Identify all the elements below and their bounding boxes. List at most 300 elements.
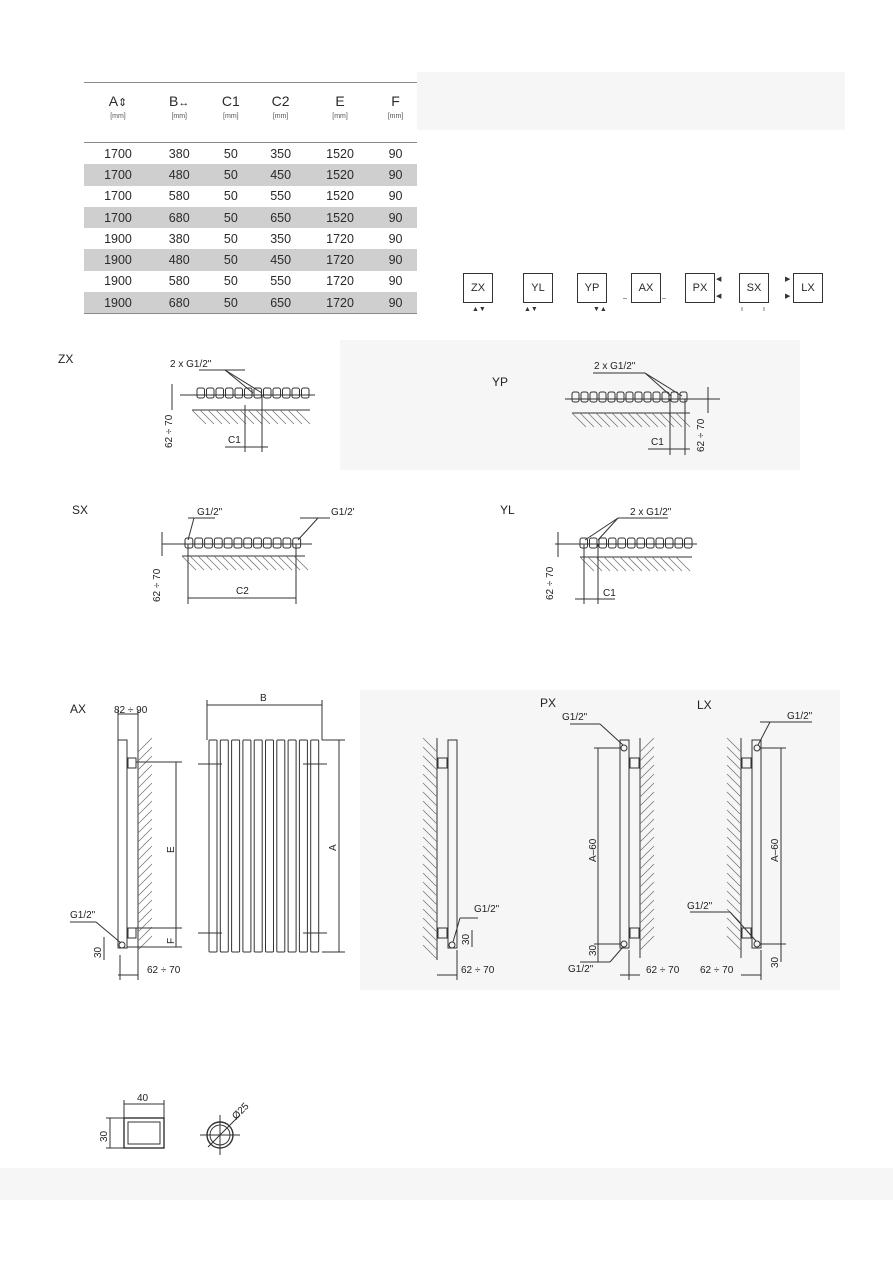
hatch-line	[423, 927, 437, 941]
hatch-line	[604, 557, 618, 571]
label-lx: LX	[697, 698, 712, 712]
table-cell: 480	[152, 164, 207, 185]
hatch-line	[640, 792, 654, 806]
tick-mark: –	[623, 295, 627, 302]
radiator-tube	[311, 740, 319, 952]
tube-cap	[599, 538, 607, 548]
radiator-tube	[232, 740, 240, 952]
tube-cap	[628, 538, 636, 548]
label-g12-alt: G1/2'	[331, 507, 355, 518]
hatch-line	[640, 873, 654, 887]
connection-point	[621, 745, 627, 751]
tube-cap	[635, 392, 642, 402]
table-cell: 450	[255, 249, 306, 270]
tube-cap	[618, 538, 626, 548]
hatch-line	[727, 792, 741, 806]
hatch-line	[580, 557, 594, 571]
table-cell: 50	[223, 231, 238, 246]
tube-cap	[283, 388, 291, 398]
zx-diagram	[164, 359, 315, 452]
label-30: 30	[588, 944, 599, 956]
table-cell: 1700	[84, 164, 152, 185]
tube-cap	[572, 392, 579, 402]
table-cell: 90	[388, 231, 403, 246]
hatch-line	[138, 747, 152, 761]
hatch-line	[232, 410, 246, 424]
hatch-line	[423, 738, 437, 752]
table-cell: 50	[207, 164, 256, 185]
tube-cap	[234, 538, 242, 548]
table-cell: 90	[374, 143, 417, 165]
hatch-line	[640, 855, 654, 869]
hatch-line	[240, 410, 254, 424]
col-header-f: F [mm]	[374, 83, 417, 143]
tube-cap	[214, 538, 222, 548]
hatch-line	[640, 918, 654, 932]
hatch-line	[640, 774, 654, 788]
hatch-line	[198, 556, 212, 570]
tube-cap	[207, 388, 215, 398]
wall-hatch	[138, 738, 152, 950]
hatch-line	[640, 909, 654, 923]
wall-hatch	[572, 413, 690, 427]
hatch-line	[138, 855, 152, 869]
hatch-line	[423, 747, 437, 761]
bracket	[128, 928, 136, 938]
col-header-a: A⇕ [mm]	[84, 83, 152, 143]
radiator-tube	[288, 740, 296, 952]
label-2xg12: 2 x G1/2"	[630, 507, 672, 518]
hatch-line	[423, 936, 437, 950]
hatch-line	[640, 828, 654, 842]
hatch-line	[138, 882, 152, 896]
table-cell: 1900	[84, 249, 152, 270]
radiator-tube	[243, 740, 251, 952]
hatch-line	[423, 765, 437, 779]
arrow-marks: ▲▼	[472, 306, 486, 313]
tube-cap	[617, 392, 624, 402]
table-cell: 680	[152, 292, 207, 314]
arrow-mark: ◀	[716, 276, 722, 283]
hatch-line	[652, 413, 666, 427]
hatch-line	[138, 738, 152, 752]
radiator-tube	[266, 740, 274, 952]
hatch-line	[640, 837, 654, 851]
table-cell: 90	[374, 207, 417, 228]
hatch-line	[644, 413, 658, 427]
tube-cap	[609, 538, 617, 548]
hatch-line	[640, 891, 654, 905]
hatch-line	[640, 765, 654, 779]
bracket	[630, 928, 639, 938]
hatch-line	[727, 738, 741, 752]
table-cell: 90	[388, 274, 403, 289]
tube-cap	[244, 538, 252, 548]
tube-cap	[680, 392, 687, 402]
table-cell: 380	[152, 143, 207, 165]
radiator-profile	[448, 740, 457, 948]
label-2xg12: 2 x G1/2"	[170, 359, 212, 370]
col-header-e: E [mm]	[306, 83, 374, 143]
hatch-line	[588, 413, 602, 427]
hatch-line	[423, 909, 437, 923]
arrow-marks: ▲▼	[524, 306, 538, 313]
hatch-line	[246, 556, 260, 570]
option-sx: SX	[739, 273, 769, 303]
table-cell: 350	[270, 231, 292, 246]
tube-cap	[653, 392, 660, 402]
table-cell: 580	[168, 189, 190, 204]
hatch-line	[423, 792, 437, 806]
col-header-b: B↔ [mm]	[152, 83, 207, 143]
hatch-line	[138, 846, 152, 860]
hatch-line	[640, 846, 654, 860]
col-header-c2: C2 [mm]	[255, 83, 306, 143]
hatch-line	[640, 864, 654, 878]
table-cell: 650	[255, 207, 306, 228]
label-62-70: 62 ÷ 70	[646, 965, 680, 976]
connection-point	[621, 941, 627, 947]
hatch-line	[138, 927, 152, 941]
label-62-70: 62 ÷ 70	[152, 568, 163, 602]
hatch-line	[727, 891, 741, 905]
label-yp: YP	[492, 375, 509, 389]
hatch-line	[423, 945, 437, 959]
hatch-line	[423, 774, 437, 788]
hatch-line	[423, 810, 437, 824]
hatch-line	[200, 410, 214, 424]
hatch-line	[640, 756, 654, 770]
hatch-line	[727, 828, 741, 842]
table-cell: 1520	[306, 143, 374, 165]
table-cell: 50	[207, 143, 256, 165]
table-cell: 1720	[326, 274, 354, 289]
wall-hatch	[580, 557, 690, 571]
hatch-line	[727, 855, 741, 869]
sx-diagram	[152, 507, 355, 604]
tube-cap	[637, 538, 645, 548]
hatch-line	[423, 783, 437, 797]
wall-hatch	[182, 556, 308, 570]
wall-hatch	[423, 738, 437, 959]
wall-hatch	[192, 410, 310, 424]
option-yp: YP	[577, 273, 607, 303]
hatch-line	[138, 801, 152, 815]
hatch-line	[138, 918, 152, 932]
side-view-alt	[423, 738, 500, 980]
hatch-line	[727, 756, 741, 770]
hatch-line	[652, 557, 666, 571]
label-d25: Ø25	[230, 1100, 252, 1123]
table-cell: 50	[207, 292, 256, 314]
tube-cap	[608, 392, 615, 402]
hatch-line	[572, 413, 586, 427]
label-e: E	[166, 846, 177, 853]
hatch-line	[222, 556, 236, 570]
hatch-line	[192, 410, 206, 424]
hatch-line	[676, 413, 690, 427]
hatch-line	[423, 846, 437, 860]
yl-diagram	[545, 507, 697, 604]
table-cell: 380	[168, 231, 190, 246]
table-cell: 50	[223, 189, 238, 204]
hatch-line	[640, 927, 654, 941]
label-g12: G1/2"	[197, 507, 223, 518]
hatch-line	[423, 882, 437, 896]
tube-cap	[273, 388, 281, 398]
hatch-line	[278, 556, 292, 570]
tube-cap	[254, 538, 262, 548]
label-62-70: 62 ÷ 70	[700, 965, 734, 976]
option-zx: ZX	[463, 273, 493, 303]
label-g12-bottom: G1/2"	[568, 964, 594, 975]
hatch-line	[423, 873, 437, 887]
hatch-line	[423, 801, 437, 815]
hatch-line	[423, 864, 437, 878]
tube-cap	[292, 388, 300, 398]
tube-cap	[671, 392, 678, 402]
hatch-line	[423, 828, 437, 842]
hatch-line	[660, 557, 674, 571]
label-g12: G1/2"	[70, 910, 96, 921]
hatch-line	[640, 900, 654, 914]
hatch-line	[138, 873, 152, 887]
table-cell: 650	[255, 292, 306, 314]
hatch-line	[423, 855, 437, 869]
table-cell: 90	[374, 292, 417, 314]
radiator-tube	[254, 740, 262, 952]
hatch-line	[216, 410, 230, 424]
table-cell: 1520	[306, 207, 374, 228]
wall-hatch	[727, 738, 741, 950]
connection-point	[449, 942, 455, 948]
bracket	[742, 758, 751, 768]
label-sx: SX	[72, 503, 89, 517]
hatch-line	[138, 792, 152, 806]
table-cell: 1720	[306, 249, 374, 270]
table-cell: 50	[207, 249, 256, 270]
tube-cap	[644, 392, 651, 402]
tube-cap	[675, 538, 683, 548]
radiator-top-view	[185, 538, 301, 548]
radiator-tube	[299, 740, 307, 952]
label-30: 30	[770, 956, 781, 968]
hatch-line	[580, 413, 594, 427]
hatch-line	[138, 900, 152, 914]
leader-line	[610, 947, 623, 962]
label-ax: AX	[70, 702, 87, 716]
hatch-line	[620, 557, 634, 571]
tube-cap	[666, 538, 674, 548]
label-yl: YL	[500, 503, 515, 517]
round-profile-section	[200, 1101, 252, 1155]
tube-cap	[647, 538, 655, 548]
hatch-line	[727, 837, 741, 851]
tube-cap	[264, 388, 272, 398]
arrow-mark: ▶	[785, 293, 791, 300]
tube-cap	[226, 388, 234, 398]
wall-hatch	[640, 738, 654, 950]
hatch-line	[138, 819, 152, 833]
hatch-line	[640, 738, 654, 752]
hatch-line	[423, 900, 437, 914]
radiator-tube	[220, 740, 228, 952]
connection-point	[754, 745, 760, 751]
table-cell: 1720	[326, 231, 354, 246]
table-cell: 1900	[104, 274, 132, 289]
label-30: 30	[461, 933, 472, 945]
hatch-line	[280, 410, 294, 424]
label-62-70: 62 ÷ 70	[545, 566, 556, 600]
hatch-line	[138, 837, 152, 851]
hatch-line	[208, 410, 222, 424]
hatch-line	[138, 891, 152, 905]
tick-mark: ı	[763, 306, 765, 313]
label-g12-top: G1/2"	[562, 712, 588, 723]
arrow-marks: ▼▲	[593, 306, 607, 313]
tube-cap	[581, 392, 588, 402]
label-62-70: 62 ÷ 70	[696, 418, 707, 452]
hatch-line	[727, 783, 741, 797]
table-cell: 90	[374, 164, 417, 185]
leader-line	[96, 922, 121, 943]
table-cell: 90	[374, 249, 417, 270]
hatch-line	[640, 747, 654, 761]
col-header-c1: C1 [mm]	[207, 83, 256, 143]
table-cell: 1700	[104, 189, 132, 204]
tube-cap	[235, 388, 243, 398]
hatch-line	[286, 556, 300, 570]
table-cell: 450	[255, 164, 306, 185]
hatch-line	[612, 557, 626, 571]
table-cell: 1700	[84, 207, 152, 228]
hatch-line	[138, 810, 152, 824]
radiator-profile	[752, 740, 761, 948]
rect-profile-section	[99, 1093, 164, 1148]
hatch-line	[248, 410, 262, 424]
tube-cap	[599, 392, 606, 402]
hatch-line	[727, 810, 741, 824]
hatch-line	[727, 864, 741, 878]
bracket	[630, 758, 639, 768]
hatch-line	[264, 410, 278, 424]
hatch-line	[230, 556, 244, 570]
leader-line	[225, 370, 253, 393]
tube-cap	[590, 538, 598, 548]
tube-cap	[254, 388, 262, 398]
hatch-line	[224, 410, 238, 424]
radiator-profile	[118, 740, 127, 948]
hatch-line	[727, 846, 741, 860]
option-ax: AX	[631, 273, 661, 303]
hatch-line	[138, 774, 152, 788]
tube-cap	[205, 538, 213, 548]
leader-line	[188, 518, 194, 540]
hatch-line	[640, 819, 654, 833]
radiator-tubes	[209, 740, 319, 952]
hatch-line	[727, 801, 741, 815]
hatch-line	[640, 810, 654, 824]
label-c1: C1	[651, 437, 664, 448]
tick-mark: ı	[741, 306, 743, 313]
option-yl: YL	[523, 273, 553, 303]
label-c1: C1	[603, 588, 616, 599]
hatch-line	[256, 410, 270, 424]
table-cell: 1900	[104, 231, 132, 246]
hatch-line	[676, 557, 690, 571]
label-2xg12: 2 x G1/2"	[594, 361, 636, 372]
tube-cap	[216, 388, 224, 398]
table-cell: 1700	[84, 143, 152, 165]
tube-cap	[197, 388, 205, 398]
leader-line	[600, 724, 623, 745]
hatch-line	[138, 936, 152, 950]
hatch-line	[138, 783, 152, 797]
label-a: A	[328, 844, 339, 851]
label-30: 30	[93, 946, 104, 958]
tube-cap	[656, 538, 664, 548]
label-40: 40	[137, 1093, 149, 1104]
hatch-line	[214, 556, 228, 570]
hatch-line	[660, 413, 674, 427]
hatch-line	[727, 774, 741, 788]
rect-tube-inner	[128, 1122, 160, 1144]
label-62-70: 62 ÷ 70	[164, 414, 175, 448]
hatch-line	[727, 819, 741, 833]
label-g12: G1/2"	[474, 904, 500, 915]
hatch-line	[182, 556, 196, 570]
tube-cap	[263, 538, 271, 548]
hatch-line	[644, 557, 658, 571]
hatch-line	[640, 936, 654, 950]
hatch-line	[296, 410, 310, 424]
hatch-line	[588, 557, 602, 571]
hatch-line	[423, 819, 437, 833]
hatch-line	[238, 556, 252, 570]
hatch-line	[423, 891, 437, 905]
tube-cap	[685, 538, 693, 548]
hatch-line	[604, 413, 618, 427]
ax-front-view	[198, 693, 345, 952]
hatch-line	[628, 413, 642, 427]
table-cell: 1720	[306, 292, 374, 314]
hatch-line	[206, 556, 220, 570]
bracket	[438, 758, 447, 768]
option-px: PX	[685, 273, 715, 303]
table-cell: 1520	[326, 189, 354, 204]
label-a-minus-60: A–60	[770, 838, 781, 862]
radiator-tube	[209, 740, 217, 952]
label-62-70: 62 ÷ 70	[461, 965, 495, 976]
hatch-line	[138, 864, 152, 878]
tube-cap	[224, 538, 232, 548]
hatch-line	[138, 909, 152, 923]
table-cell: 580	[168, 274, 190, 289]
hatch-line	[270, 556, 284, 570]
tube-cap	[626, 392, 633, 402]
tube-cap	[293, 538, 301, 548]
bracket	[742, 928, 751, 938]
hatch-line	[423, 918, 437, 932]
hatch-line	[640, 801, 654, 815]
hatch-line	[727, 747, 741, 761]
hatch-line	[636, 413, 650, 427]
table-cell: 350	[255, 143, 306, 165]
label-g12-bottom: G1/2"	[687, 901, 713, 912]
hatch-line	[612, 413, 626, 427]
radiator-tube	[277, 740, 285, 952]
label-f: F	[166, 937, 177, 944]
